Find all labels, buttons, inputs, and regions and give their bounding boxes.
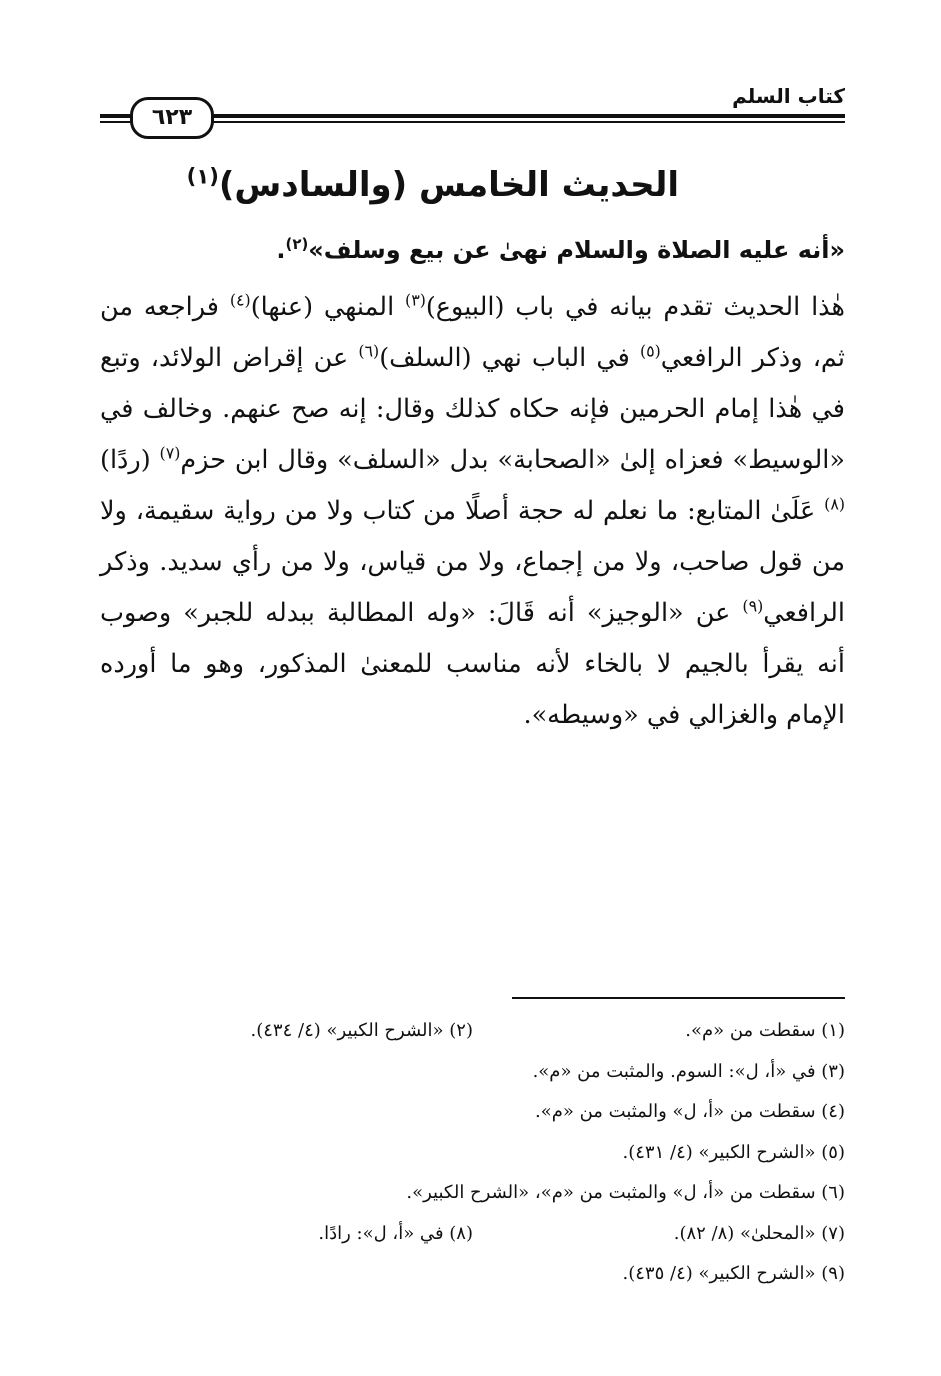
body-text-2: المنهي (عنها) — [250, 292, 406, 322]
footnote-2: (٢) «الشرح الكبير» (٤/ ٤٣٤). — [250, 1020, 473, 1041]
footnote-line — [100, 1092, 845, 1133]
footnote-7: (٧) «المحلىٰ» (٨/ ٨٢). — [673, 1222, 845, 1244]
footnote-3: (٣) في «أ، ل»: السوم. والمثبت من «م». — [532, 1060, 845, 1082]
footnote-ref: (٢) — [285, 235, 309, 253]
footnote-1: (١) سقطت من «م». — [685, 1020, 845, 1041]
footnote-ref: (٨) — [824, 494, 845, 514]
body-text-1: هٰذا الحديث تقدم بيانه في باب (البيوع) — [425, 292, 846, 322]
body-text-5: عن إقراض الولائد، وتبع في هٰذا إمام الحرمين فإنه حكاه كذلك وقال: إنه صح عنهم. وخالف في «الوسيط» فعزاه إلىٰ «الصحابة» بدل «السلف» وقال ابن حزم — [100, 343, 845, 475]
footnotes — [100, 1011, 845, 1295]
body-text-8: عن «الوجيز» أنه قَالَ: «وله المطالبة ببدله للجبر» وصوب أنه يقرأ بالجيم لا بالخاء لأنه مناسب للمعنىٰ المذكور، وهو ما أورده الإمام والغزالي في «وسيطه». — [100, 598, 845, 730]
page-number: ٦٢٣ — [130, 97, 214, 139]
quote-text: «أنه عليه الصلاة والسلام نهىٰ عن بيع وسلف» — [308, 236, 845, 264]
body-paragraph — [100, 282, 845, 741]
footnote-line — [100, 1133, 845, 1174]
footnote-ref: (١) — [186, 163, 219, 189]
hadith-quote — [276, 236, 845, 264]
footnote-ref: (٥) — [639, 341, 661, 361]
footnote-line — [100, 1011, 845, 1052]
footnote-6: (٦) سقطت من «أ، ل» والمثبت من «م»، «الشرح الكبير». — [406, 1182, 845, 1203]
footnote-ref: (٧) — [159, 443, 181, 463]
footnote-ref: (٤) — [229, 290, 251, 310]
body-text-6: (ردًا) — [100, 445, 160, 475]
body-text-7: عَلَىٰ المتابع: ما نعلم له حجة أصلًا من كتاب ولا من رواية سقيمة، ولا من قول صاحب، ولا من إجماع، ولا من قياس، ولا من رأي سديد. وذكر الرافعي — [100, 496, 845, 628]
running-header — [100, 78, 845, 128]
quote-end: . — [276, 236, 286, 264]
footnote-ref: (٣) — [405, 290, 426, 310]
footnote-5: (٥) «الشرح الكبير» (٤/ ٤٣١). — [622, 1141, 845, 1163]
body-text-3: فراجعه من ثم، وذكر الرافعي — [100, 292, 845, 373]
footnote-ref: (٦) — [358, 341, 380, 361]
footnote-line — [100, 1254, 845, 1295]
footnote-separator — [512, 997, 845, 999]
footnote-8: (٨) في «أ، ل»: رادًا. — [318, 1222, 473, 1244]
footnote-line — [100, 1052, 845, 1093]
footnote-9: (٩) «الشرح الكبير» (٤/ ٤٣٥). — [622, 1263, 845, 1284]
footnote-line — [100, 1214, 845, 1255]
section-heading — [187, 165, 679, 205]
footnote-ref: (٩) — [742, 596, 764, 616]
heading-text: الحديث الخامس (والسادس) — [218, 165, 679, 205]
book-title: كتاب السلم — [732, 84, 845, 108]
footnote-line — [100, 1173, 845, 1214]
body-text-4: في الباب نهي (السلف) — [379, 343, 640, 373]
footnote-4: (٤) سقطت من «أ، ل» والمثبت من «م». — [534, 1101, 845, 1122]
